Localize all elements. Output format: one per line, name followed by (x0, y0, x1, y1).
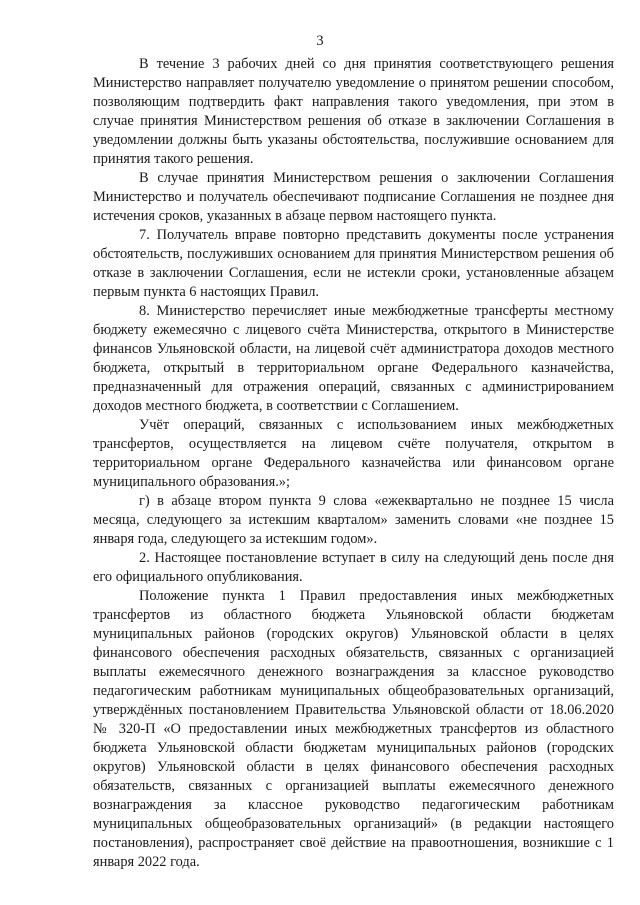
paragraph-item-8: 8. Министерство перечисляет иные межбюджетные трансферты местному бюджету ежемесячно с лицевого счёта Министерства, открытого в Министерстве финансов Ульяновской области, на лицевой счёт администратора доходов местного бюджета, открытый в территориальном органе Федерального казначейства, предназначенный для отражения операций, связанных с администрированием доходов местного бюджета, в соответствии с Соглашением. (93, 303, 614, 414)
document-body (93, 55, 614, 872)
paragraph-operations-accounting: Учёт операций, связанных с использованием иных межбюджетных трансфертов, осуществляется на лицевом счёте получателя, открытом в территориальном органе Федерального казначейства или финансовом органе муниципального образования.»; (93, 417, 614, 490)
paragraph-agreement-signing: В случае принятия Министерством решения о заключении Соглашения Министерство и получатель обеспечивают подписание Соглашения не позднее дня истечения сроков, указанных в абзаце первом настоящего пункта. (93, 170, 614, 224)
paragraph-item-2-effective-date: 2. Настоящее постановление вступает в силу на следующий день после дня его официального опубликования. (93, 550, 614, 585)
paragraph-notification-deadline: В течение 3 рабочих дней со дня принятия соответствующего решения Министерство направляет получателю уведомление о принятом решении способом, позволяющим подтвердить факт направления такого уведомления, при этом в случае принятия Министерством решения об отказе в заключении Соглашения в уведомлении должны быть указаны обстоятельства, послужившие основанием для принятия такого решения. (93, 56, 614, 167)
paragraph-item-7: 7. Получатель вправе повторно представить документы после устранения обстоятельств, послуживших основанием для принятия Министерством решения об отказе в заключении Соглашения, если не истекли сроки, установленные абзацем первым пункта 6 настоящих Правил. (93, 227, 614, 300)
page-number: 3 (316, 33, 324, 49)
paragraph-retroactive-effect: Положение пункта 1 Правил предоставления иных межбюджетных трансфертов из областного бюджета Ульяновской области бюджетам муниципальных районов (городских округов) Ульяновской области в целях финансового обеспечения расходных обязательств, связанных с организацией выплаты ежемесячного денежного вознаграждения за классное руководство педагогическим работникам муниципальных общеобразовательных организаций, утверждённых постановлением Правительства Ульяновской области от 18.06.2020 № 320-П «О предоставлении иных межбюджетных трансфертов из областного бюджета Ульяновской области бюджетам муниципальных районов (городских округов) Ульяновской области в целях финансового обеспечения расходных обязательств, связанных с организацией выплаты ежемесячного денежного вознаграждения за классное руководство педагогическим работникам муниципальных общеобразовательных организаций» (в редакции настоящего постановления), распространяет своё действие на правоотношения, возникшие с 1 января 2022 года. (93, 588, 614, 870)
paragraph-subitem-g: г) в абзаце втором пункта 9 слова «ежеквартально не позднее 15 числа месяца, следующего за истекшим кварталом» заменить словами «не позднее 15 января года, следующего за истекшим годом». (93, 493, 614, 547)
